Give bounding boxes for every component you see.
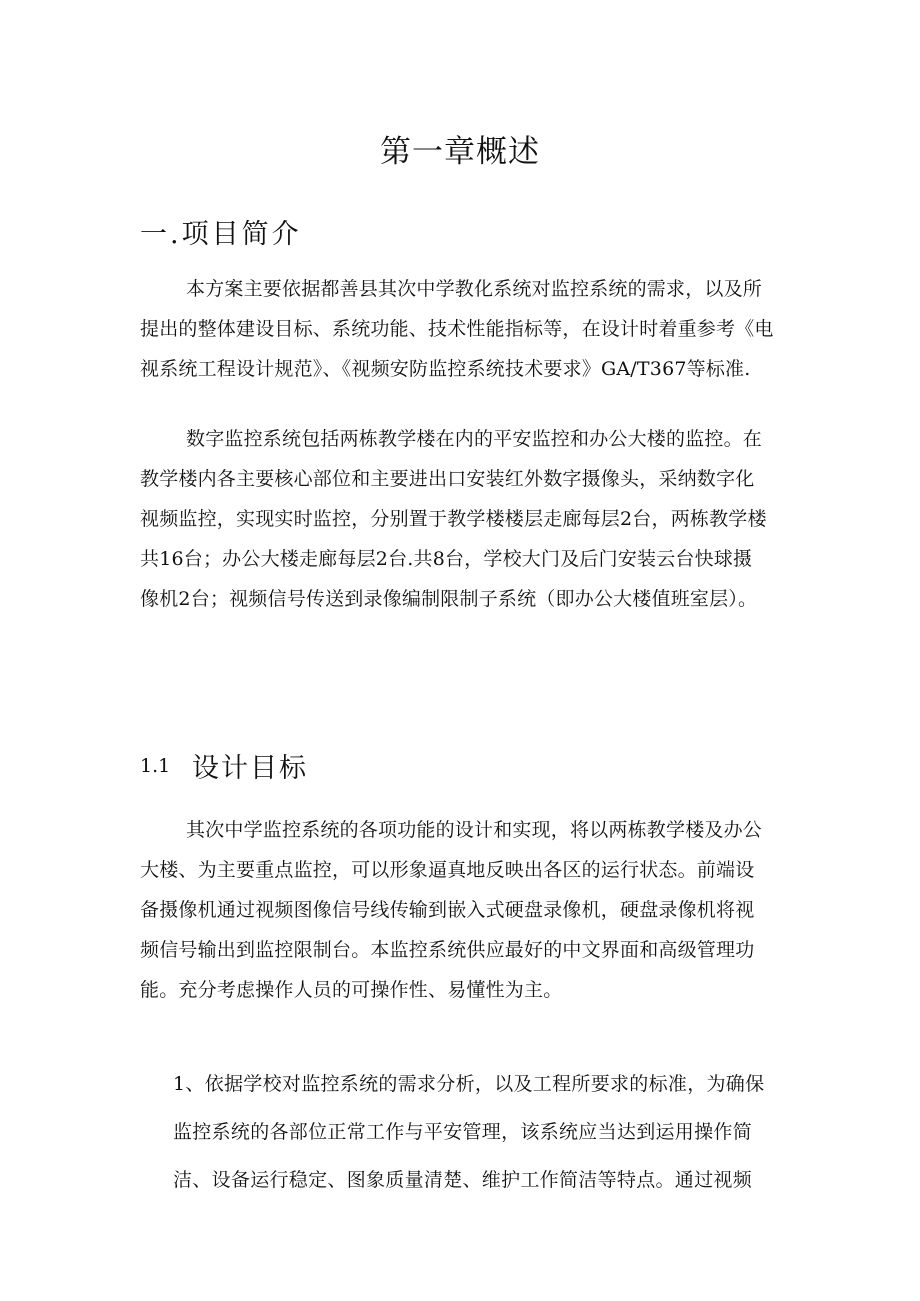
- paragraph-line: 备摄像机通过视频图像信号线传输到嵌入式硬盘录像机，硬盘录像机将视: [140, 899, 755, 921]
- paragraph-line: 数字监控系统包括两栋教学楼在内的平安监控和办公大楼的监控。在: [186, 428, 763, 450]
- subsection-number: 1.1: [140, 754, 171, 777]
- paragraph-line: 视系统工程设计规范》、《视频安防监控系统技术要求》GA/T367等标准.: [140, 358, 751, 380]
- design-goal-paragraph: [140, 810, 785, 1010]
- subsection-heading: [140, 746, 308, 785]
- paragraph-line: 本方案主要依据都善县其次中学教化系统对监控系统的需求，以及所: [186, 278, 763, 300]
- section-heading: 一.项目简介: [140, 219, 302, 250]
- paragraph-line: 视频监控，实现实时监控，分别置于教学楼楼层走廊每层2台，两栋教学楼: [140, 508, 767, 530]
- paragraph-line: 其次中学监控系统的各项功能的设计和实现，将以两栋教学楼及办公: [186, 819, 763, 841]
- paragraph-line: 像机2台；视频信号传送到录像编制限制子系统（即办公大楼值班室层）。: [140, 588, 758, 610]
- chapter-title: 第一章概述: [380, 134, 540, 170]
- paragraph-line: 共16台；办公大楼走廊每层2台.共8台，学校大门及后门安装云台快球摄: [140, 548, 753, 570]
- list-item-line: 1、依据学校对监控系统的需求分析，以及工程所要求的标准，为确保: [173, 1073, 765, 1095]
- intro-paragraph-2: [140, 419, 785, 619]
- paragraph-line: 大楼、为主要重点监控，可以形象逼真地反映出各区的运行状态。前端设: [140, 859, 755, 881]
- subsection-title: 设计目标: [192, 753, 308, 784]
- paragraph-line: 能。充分考虑操作人员的可操作性、易懂性为主。: [140, 979, 563, 1001]
- list-item-line: 洁、设备运行稳定、图象质量清楚、维护工作简洁等特点。通过视频: [173, 1169, 753, 1191]
- paragraph-line: 频信号输出到监控限制台。本监控系统供应最好的中文界面和高级管理功: [140, 939, 755, 961]
- paragraph-line: 提出的整体建设目标、系统功能、技术性能指标等，在设计时着重参考《电: [140, 318, 774, 340]
- paragraph-line: 教学楼内各主要核心部位和主要进出口安装红外数字摄像头，采纳数字化: [140, 468, 755, 490]
- list-item-line: 监控系统的各部位正常工作与平安管理，该系统应当达到运用操作简: [173, 1121, 753, 1143]
- intro-paragraph-1: [140, 269, 785, 389]
- list-item-1: [173, 1060, 793, 1204]
